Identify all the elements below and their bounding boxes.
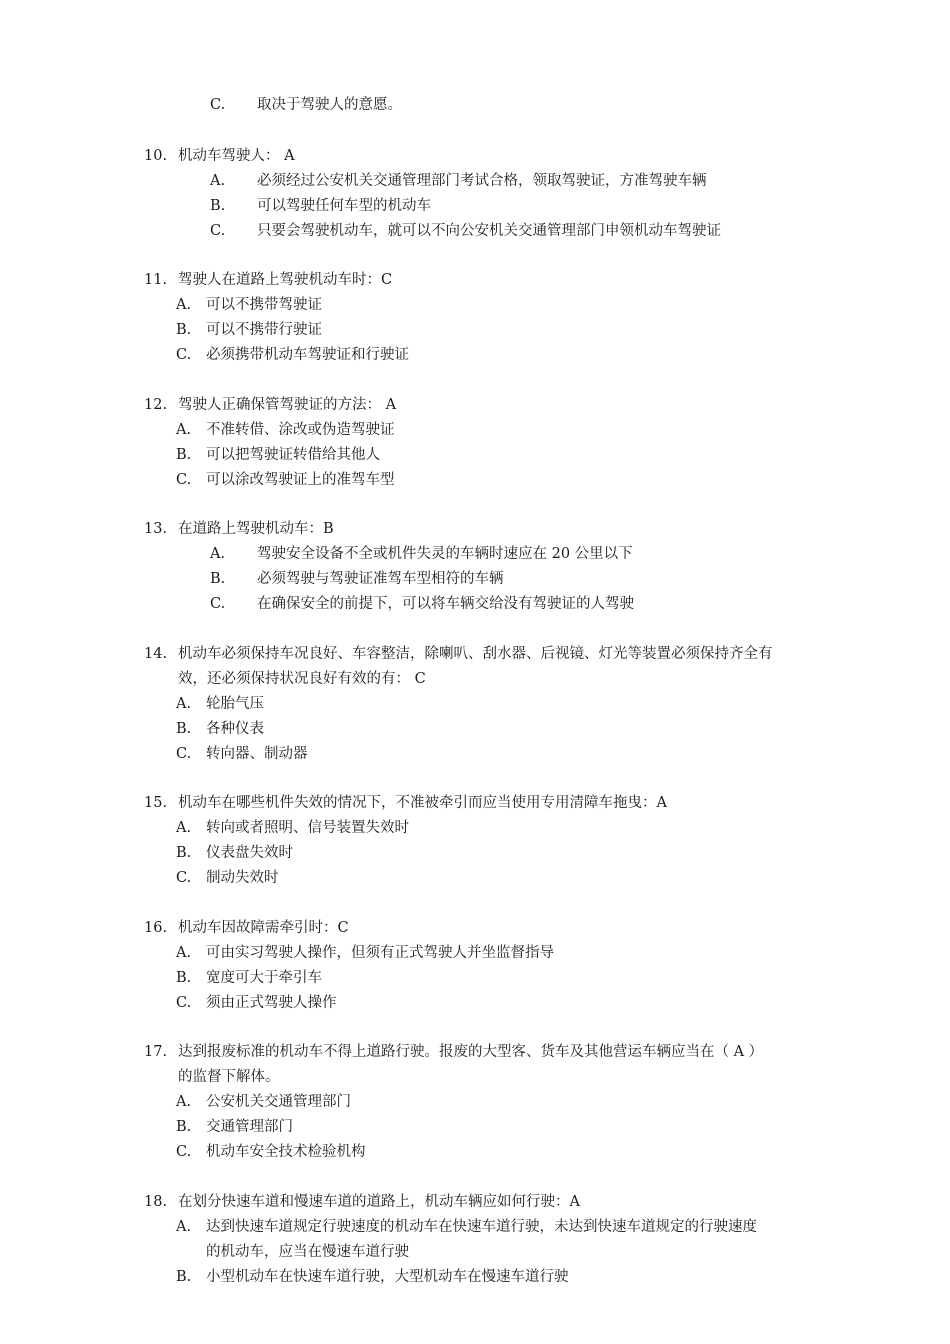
- option-text: 宽度可大于牵引车: [206, 970, 322, 986]
- option-letter: B.: [176, 322, 192, 338]
- option-letter: B.: [176, 721, 192, 737]
- question-stem: 机动车驾驶人： A: [178, 148, 295, 164]
- option-letter: B.: [210, 571, 226, 587]
- option-letter: B.: [210, 198, 226, 214]
- question-number: 12.: [144, 397, 168, 413]
- option-letter: B.: [176, 1119, 192, 1135]
- question-stem: 机动车因故障需牵引时：C: [178, 920, 349, 936]
- question-stem-line2: 效，还必须保持状况良好有效的有： C: [178, 671, 426, 687]
- option-text: 可由实习驾驶人操作，但须有正式驾驶人并坐监督指导: [206, 945, 554, 961]
- question-stem: 在划分快速车道和慢速车道的道路上，机动车辆应如何行驶：A: [178, 1194, 580, 1210]
- question-number: 13.: [144, 521, 168, 537]
- option-letter: B.: [176, 447, 192, 463]
- option-letter: C.: [176, 746, 192, 762]
- option-letter: A.: [176, 1094, 192, 1110]
- option-text: 公安机关交通管理部门: [206, 1094, 351, 1110]
- option-text: 各种仪表: [206, 721, 264, 737]
- option-text: 机动车安全技术检验机构: [206, 1144, 366, 1160]
- option-letter: A.: [210, 173, 226, 189]
- option-text: 可以涂改驾驶证上的准驾车型: [206, 472, 395, 488]
- option-text: 必须携带机动车驾驶证和行驶证: [206, 347, 409, 363]
- option-letter: C.: [210, 223, 226, 239]
- question-number: 15.: [144, 795, 168, 811]
- option-text: 小型机动车在快速车道行驶，大型机动车在慢速车道行驶: [206, 1269, 569, 1285]
- option-text: 必须经过公安机关交通管理部门考试合格，领取驾驶证，方准驾驶车辆: [257, 173, 707, 189]
- option-letter: C.: [176, 347, 192, 363]
- option-text: 取决于驾驶人的意愿。: [257, 97, 402, 113]
- option-letter: C.: [176, 472, 192, 488]
- option-letter: A.: [176, 945, 192, 961]
- question-number: 17.: [144, 1044, 168, 1060]
- option-letter: B.: [176, 845, 192, 861]
- question-stem: 驾驶人在道路上驾驶机动车时：C: [178, 272, 393, 288]
- option-text: 转向器、制动器: [206, 746, 308, 762]
- option-letter: B.: [176, 970, 192, 986]
- option-text: 可以不携带驾驶证: [206, 297, 322, 313]
- option-text: 须由正式驾驶人操作: [206, 995, 337, 1011]
- question-number: 14.: [144, 646, 168, 662]
- option-text: 可以驾驶任何车型的机动车: [257, 198, 431, 214]
- option-text: 必须驾驶与驾驶证准驾车型相符的车辆: [257, 571, 504, 587]
- option-letter: A.: [176, 297, 192, 313]
- option-letter: C.: [210, 97, 226, 113]
- question-stem: 在道路上驾驶机动车：B: [178, 521, 334, 537]
- question-stem: 机动车在哪些机件失效的情况下，不准被牵引而应当使用专用清障车拖曳：A: [178, 795, 667, 811]
- option-text: 制动失效时: [206, 870, 279, 886]
- question-stem: 驾驶人正确保管驾驶证的方法： A: [178, 397, 397, 413]
- option-letter: C.: [210, 596, 226, 612]
- question-number: 18.: [144, 1194, 168, 1210]
- question-number: 11.: [144, 272, 168, 288]
- question-stem-line1: 机动车必须保持车况良好、车容整洁，除喇叭、刮水器、后视镜、灯光等装置必须保持齐全有: [178, 646, 773, 662]
- option-text: 轮胎气压: [206, 696, 264, 712]
- option-text: 驾驶安全设备不全或机件失灵的车辆时速应在 20 公里以下: [257, 546, 633, 562]
- option-letter: A.: [210, 546, 226, 562]
- option-letter: A.: [176, 1219, 192, 1235]
- question-stem-line2: 的监督下解体。: [178, 1069, 280, 1085]
- option-text: 可以不携带行驶证: [206, 322, 322, 338]
- question-stem-line1: 达到报废标准的机动车不得上道路行驶。报废的大型客、货车及其他营运车辆应当在（ A ）: [178, 1044, 764, 1060]
- option-text: 交通管理部门: [206, 1119, 293, 1135]
- option-letter: A.: [176, 696, 192, 712]
- option-text: 可以把驾驶证转借给其他人: [206, 447, 380, 463]
- option-text-line2: 的机动车，应当在慢速车道行驶: [206, 1244, 409, 1260]
- option-text: 仪表盘失效时: [206, 845, 293, 861]
- option-letter: C.: [176, 1144, 192, 1160]
- option-letter: B.: [176, 1269, 192, 1285]
- option-text-line1: 达到快速车道规定行驶速度的机动车在快速车道行驶，未达到快速车道规定的行驶速度: [206, 1219, 757, 1235]
- option-text: 转向或者照明、信号装置失效时: [206, 820, 409, 836]
- option-letter: A.: [176, 820, 192, 836]
- option-letter: C.: [176, 995, 192, 1011]
- option-text: 在确保安全的前提下，可以将车辆交给没有驾驶证的人驾驶: [257, 596, 634, 612]
- option-text: 只要会驾驶机动车，就可以不向公安机关交通管理部门申领机动车驾驶证: [257, 223, 721, 239]
- option-letter: A.: [176, 422, 192, 438]
- option-letter: C.: [176, 870, 192, 886]
- question-number: 10.: [144, 148, 168, 164]
- question-number: 16.: [144, 920, 168, 936]
- option-text: 不准转借、涂改或伪造驾驶证: [206, 422, 395, 438]
